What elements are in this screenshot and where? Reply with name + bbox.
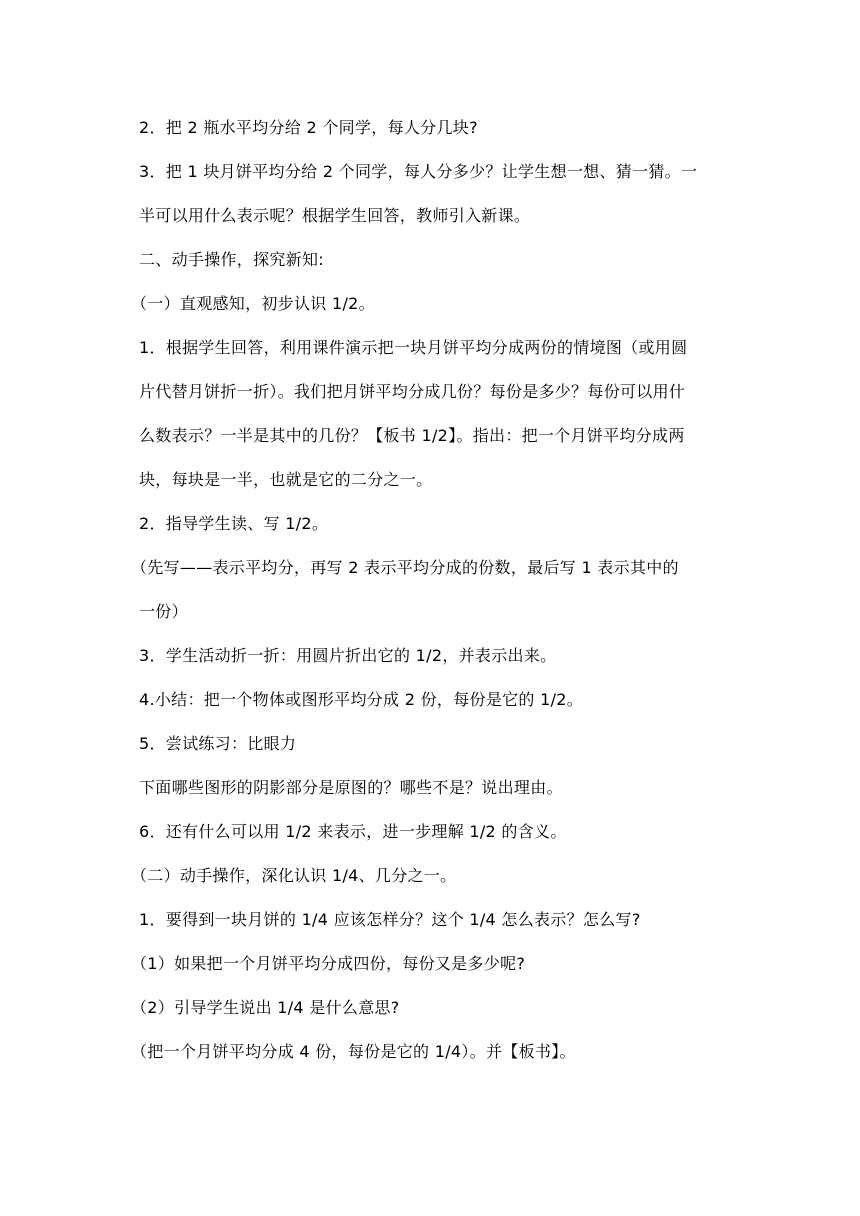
paragraph-line: 么数表示？一半是其中的几份？【板书 1/2】。指出：把一个月饼平均分成两 — [139, 426, 685, 445]
paragraph-line: （1）如果把一个月饼平均分成四份，每份又是多少呢? — [131, 954, 526, 973]
paragraph-line: 4.小结：把一个物体或图形平均分成 2 份，每份是它的 1/2。 — [139, 690, 584, 709]
paragraph-line: 片代替月饼折一折）。我们把月饼平均分成几份？每份是多少？每份可以用什 — [139, 382, 686, 401]
paragraph-line: 5．尝试练习：比眼力 — [139, 734, 297, 753]
paragraph-line: 半可以用什么表示呢？根据学生回答，教师引入新课。 — [139, 206, 531, 225]
paragraph-line: （2）引导学生说出 1/4 是什么意思? — [131, 998, 400, 1017]
paragraph-line: 一份） — [139, 602, 188, 621]
paragraph-line: （把一个月饼平均分成 4 份，每份是它的 1/4）。并【板书】。 — [131, 1042, 576, 1061]
subsection-heading: （一）直观感知，初步认识 1/2。 — [131, 294, 375, 313]
paragraph-line: 3．把 1 块月饼平均分给 2 个同学，每人分多少？让学生想一想、猜一猜。一 — [139, 162, 698, 181]
paragraph-line: 1．要得到一块月饼的 1/4 应该怎样分？这个 1/4 怎么表示？怎么写? — [139, 910, 641, 929]
paragraph-line: 下面哪些图形的阴影部分是原图的？哪些不是？说出理由。 — [139, 778, 563, 797]
paragraph-line: 3．学生活动折一折：用圆片折出它的 1/2，并表示出来。 — [139, 646, 557, 665]
paragraph-line: 2．把 2 瓶水平均分给 2 个同学，每人分几块? — [139, 118, 478, 137]
paragraph-line: 块，每块是一半，也就是它的二分之一。 — [139, 470, 433, 489]
paragraph-line: （先写——表示平均分，再写 2 表示平均分成的份数，最后写 1 表示其中的 — [131, 558, 679, 577]
paragraph-line: 6．还有什么可以用 1/2 来表示，进一步理解 1/2 的含义。 — [139, 822, 567, 841]
paragraph-line: 2．指导学生读、写 1/2。 — [139, 514, 329, 533]
section-heading: 二、动手操作，探究新知: — [139, 250, 324, 269]
paragraph-line: 1．根据学生回答，利用课件演示把一块月饼平均分成两份的情境图（或用圆 — [139, 338, 688, 357]
subsection-heading: （二）动手操作，深化认识 1/4、几分之一。 — [131, 866, 457, 885]
